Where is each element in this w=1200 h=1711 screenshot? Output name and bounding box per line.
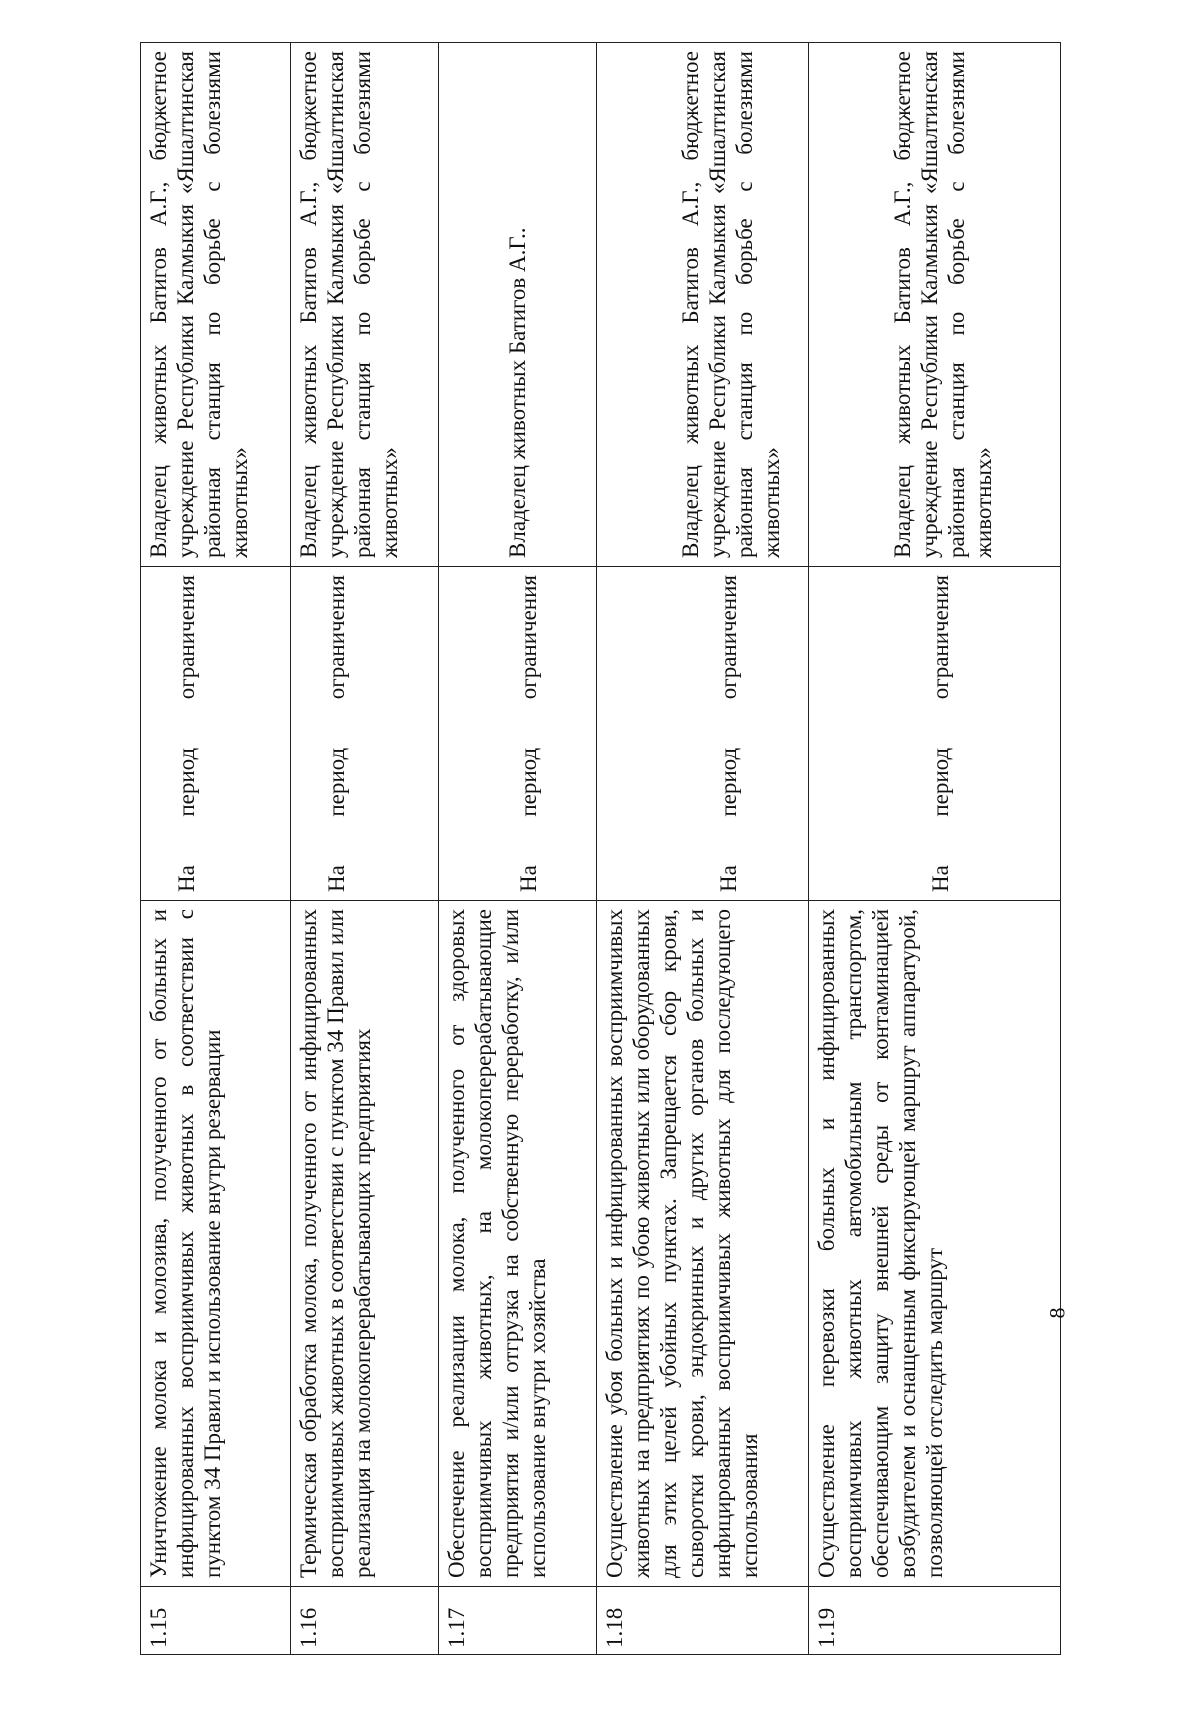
period-text: На период ограничения bbox=[141, 567, 291, 901]
measure-text: Обеспечение реализации молока, полученного от здоровых восприимчивых животных, на молокоперерабатывающие предприятия и/или отгрузка на собственную переработку, и/или использование внутри хозяйства bbox=[439, 901, 597, 1587]
period-text: На период ограничения bbox=[597, 567, 809, 901]
measure-text: Осуществление перевозки больных и инфицированных восприимчивых животных автомобильным транспортом, обеспечивающим защиту внешней среды от контаминацией возбудителем и оснащенным фиксирующей маршрут аппаратурой, позволяющей отследить маршрут bbox=[809, 901, 1061, 1587]
row-number: 1.19 bbox=[809, 1587, 1061, 1655]
page-number: 8 bbox=[1044, 1307, 1070, 1319]
measure-text: Уничтожение молока и молозива, полученного от больных и инфицированных восприимчивых животных в соответствии с пунктом 34 Правил и использование внутри резервации bbox=[141, 901, 291, 1587]
row-number: 1.15 bbox=[141, 1587, 291, 1655]
table-row bbox=[809, 43, 1061, 1655]
rotated-table-wrapper bbox=[140, 43, 1060, 1655]
row-number: 1.18 bbox=[597, 1587, 809, 1655]
measures-table bbox=[140, 42, 1061, 1655]
table-row bbox=[597, 43, 809, 1655]
table-row bbox=[291, 43, 439, 1655]
responsible-text: Владелец животных Батигов А.Г., бюджетное учреждение Республики Калмыкия «Яшалтинская районная станция по борьбе с болезнями животных» bbox=[141, 43, 291, 567]
period-text: На период ограничения bbox=[439, 567, 597, 901]
measure-text: Термическая обработка молока, полученного от инфицированных восприимчивых животных в соответствии с пунктом 34 Правил или реализация на молокоперерабатывающих предприятиях bbox=[291, 901, 439, 1587]
responsible-text: Владелец животных Батигов А.Г., бюджетное учреждение Республики Калмыкия «Яшалтинская районная станция по борьбе с болезнями животных» bbox=[291, 43, 439, 567]
responsible-text: Владелец животных Батигов А.Г., бюджетное учреждение Республики Калмыкия «Яшалтинская районная станция по борьбе с болезнями животных» bbox=[597, 43, 809, 567]
row-number: 1.17 bbox=[439, 1587, 597, 1655]
period-text: На период ограничения bbox=[291, 567, 439, 901]
period-text: На период ограничения bbox=[809, 567, 1061, 901]
responsible-text: Владелец животных Батигов А.Г.. bbox=[439, 43, 597, 567]
table-row bbox=[141, 43, 291, 1655]
row-number: 1.16 bbox=[291, 1587, 439, 1655]
table-row bbox=[439, 43, 597, 1655]
responsible-text: Владелец животных Батигов А.Г., бюджетное учреждение Республики Калмыкия «Яшалтинская районная станция по борьбе с болезнями животных» bbox=[809, 43, 1061, 567]
measure-text: Осуществление убоя больных и инфицированных восприимчивых животных на предприятиях по убою животных или оборудованных для этих целей убойных пунктах. Запрещается сбор крови, сыворотки крови, эндокринных и других органов больных и инфицированных восприимчивых животных для последующего использования bbox=[597, 901, 809, 1587]
